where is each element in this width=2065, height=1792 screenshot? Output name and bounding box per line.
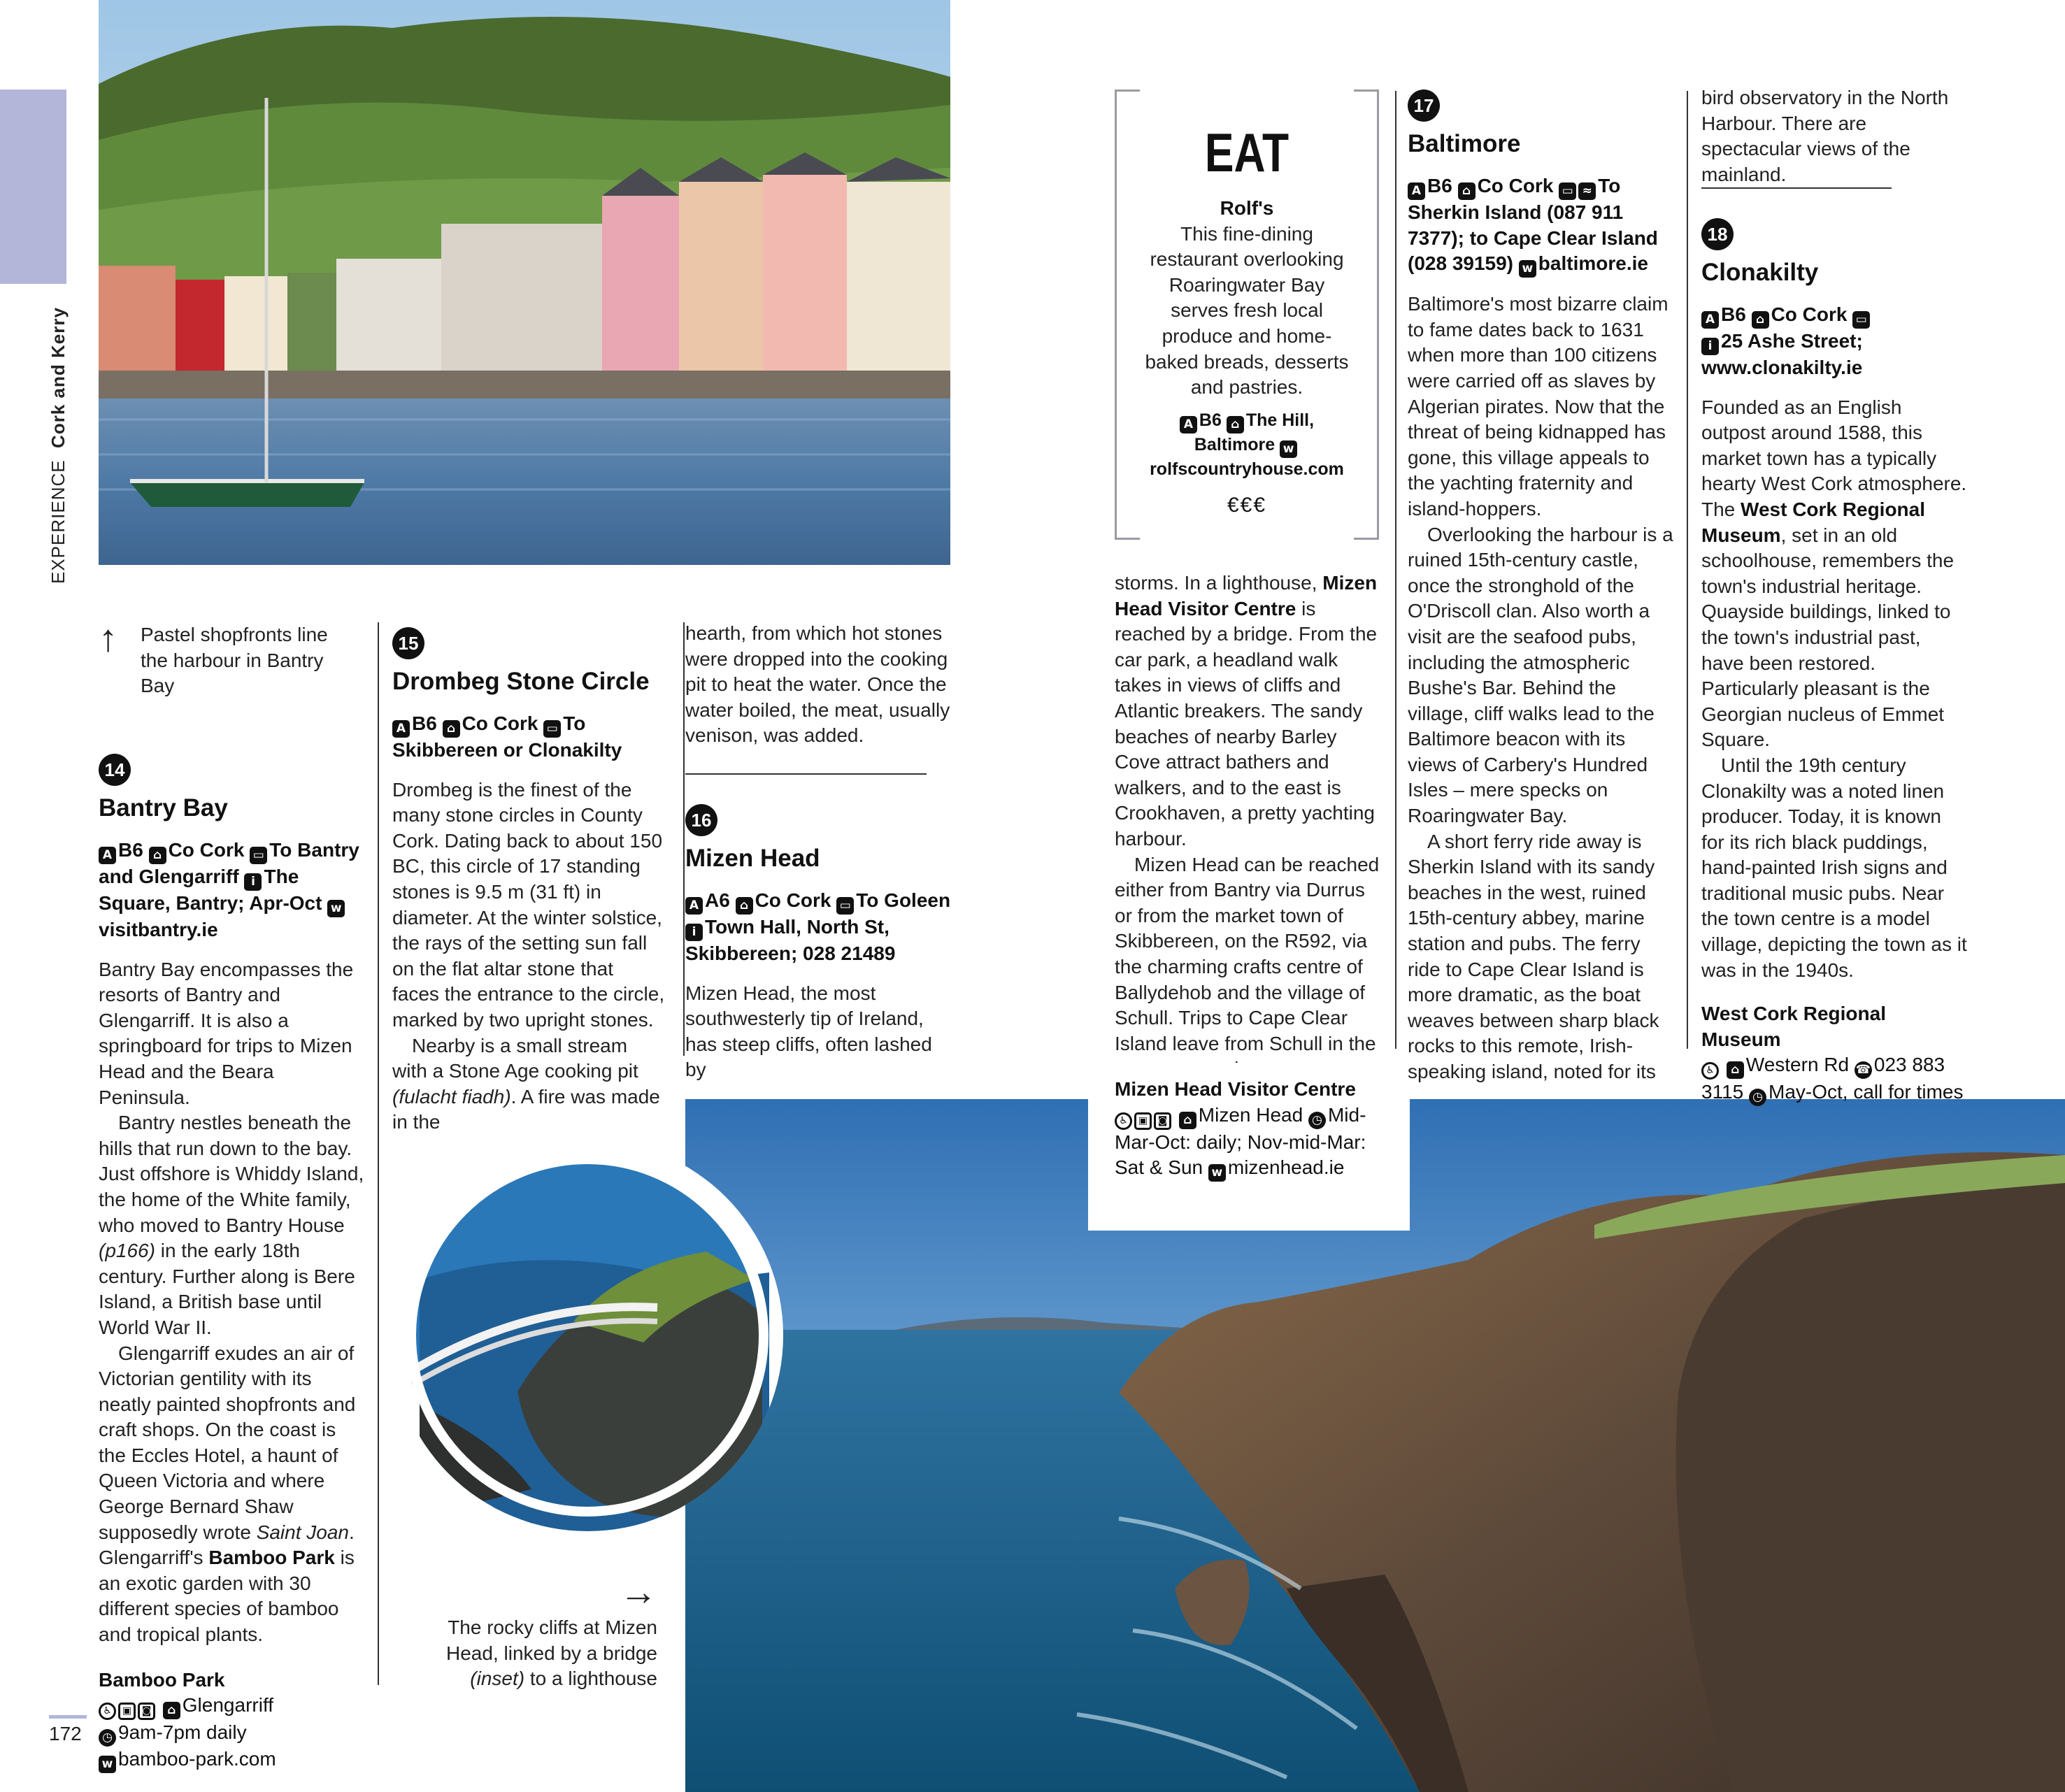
- section-bantry-bay: [99, 754, 364, 1773]
- clock-icon: ◷: [1308, 1112, 1326, 1129]
- practical-info: A A6 ⌂ Co Cork ▭ To Goleen i Town Hall, North St, Skibbereen; 028 21489: [685, 889, 951, 964]
- eat-heading: EAT: [1204, 122, 1289, 183]
- section-title: Baltimore: [1408, 130, 1521, 157]
- chapter-label: EXPERIENCE Cork and Kerry: [48, 307, 69, 584]
- map-icon: A: [1408, 182, 1425, 200]
- address-icon: ⌂: [1227, 416, 1244, 433]
- phone-icon: ☎: [1855, 1061, 1872, 1079]
- section-drombeg-stone-circle: [392, 627, 665, 1135]
- web-icon: w: [1208, 1164, 1226, 1182]
- cliffs-caption: → The rocky cliffs at Mizen Head, linked by a bridge (inset) to a lighthouse: [420, 1575, 657, 1692]
- address-icon: ⌂: [443, 720, 460, 738]
- sub-title: West Cork Regional Museum: [1701, 1003, 1886, 1050]
- eat-box: [1115, 89, 1379, 540]
- address-icon: ⌂: [149, 847, 166, 864]
- cafe-icon: ◙: [1154, 1112, 1171, 1130]
- bridge-inset-photo: [392, 1140, 783, 1531]
- info-icon: i: [685, 924, 703, 941]
- arrow-up-icon: ↑: [99, 617, 117, 659]
- bamboo-park-info: Bamboo Park ♿ ▣ ◙ ⌂ Glengarriff ◷ 9am-7pm daily w bamboo-park.com: [99, 1668, 364, 1774]
- eat-content: [1140, 124, 1354, 517]
- mizen-head-continued: storms. In a lighthouse, Mizen Head Visitor Centre is reached by a bridge. From the car park, a headland walk takes in views of cliffs and Atlantic breakers. The sandy beaches of nearby Barley Cove attract bathers and walkers, and to the east is Crookhaven, a pretty yachting harbour. Mizen Head can be reached either from Bantry via Durrus or from the market town of Skibbereen, on the R592, via the charming crafts centre of Ballydehob and the village of Schull. Trips to Cape Clear Island leave from Schull in the: [1115, 572, 1380, 1054]
- section-title: Mizen Head: [685, 845, 820, 872]
- address-icon: ⌂: [1458, 182, 1475, 200]
- column-divider: [1687, 91, 1688, 1049]
- clock-icon: ◷: [99, 1729, 116, 1747]
- section-clonakilty: [1701, 218, 1967, 1106]
- section-mizen-head: [685, 804, 952, 1083]
- bracket-right: [1354, 89, 1379, 540]
- section-body: Baltimore's most bizarre claim to fame dates back to 1631 when more than 100 citizens were carried off as slaves by Algerian pirates. Now that the threat of being kidnapped has gone, this village appeals to the yachting fraternity and island-hoppers. Overlooking the harbour is a ruined 15th-century castle, once the stronghold of the O'Driscoll clan. Also worth a visit are the seafood pubs, including the atmospheric Bushe's Bar. Behind the village, cliff walks lead to the Baltimore beacon with its views of Carbery's Hundred Isles – mere specks on Roaringwater Bay. A short ferry ride away is Sherkin Island with its sandy beaches in the west, ruined 15th-century abbey, marine station and pubs. The ferry ride to Cape Clear Island is more dramatic, as the boat weaves between sharp black rocks to this remote, Irish-speaking island, noted for its: [1408, 293, 1673, 1082]
- shop-icon: ▣: [118, 1703, 136, 1720]
- info-icon: i: [244, 873, 262, 891]
- wheelchair-icon: ♿: [1701, 1062, 1719, 1080]
- section-number: 17: [1408, 89, 1440, 122]
- restaurant-name: Rolf's: [1220, 197, 1274, 219]
- section-body: Bantry Bay encompasses the resorts of Bantry and Glengarriff. It is also a springboard for trips to Mizen Head and the Beara Peninsula. Bantry nestles beneath the hills that run down to the bay. Just offshore is Whiddy Island, the home of the White family, who moved to Bantry House (p166) in the early 18th century. Further along is Bere Island, a British base until World War II. Glengarriff exudes an air of Victorian gentility with its neatly painted shopfronts and craft shops. On the coast is the Eccles Hotel, a haunt of Queen Victoria and where George Bernard Shaw supposedly wrote Saint Joan. Glengarriff's Bamboo Park is an exotic garden with 30 different species of bamboo and tropical plants.: [99, 958, 364, 1646]
- map-icon: A: [1180, 416, 1197, 433]
- bracket-left: [1115, 89, 1140, 540]
- address-icon: ⌂: [163, 1702, 180, 1719]
- section-title: Drombeg Stone Circle: [392, 668, 650, 695]
- address-icon: ⌂: [1727, 1061, 1744, 1079]
- section-baltimore: [1408, 89, 1673, 1085]
- bus-icon: ▭: [836, 897, 854, 915]
- chapter-tab: [0, 89, 66, 284]
- shop-icon: ▣: [1134, 1112, 1152, 1130]
- map-icon: A: [685, 897, 703, 915]
- bus-icon: ▭: [1559, 182, 1576, 200]
- section-title: Clonakilty: [1701, 259, 1819, 286]
- column-divider: [378, 622, 379, 1685]
- address-icon: ⌂: [736, 897, 753, 915]
- section-title: Bantry Bay: [99, 794, 228, 822]
- section-divider: [685, 773, 927, 775]
- map-icon: A: [99, 847, 116, 864]
- drombeg-continued: hearth, from which hot stones were dropped into the cooking pit to heat the water. Once the water boiled, the meat, usually venison, was added.: [685, 622, 950, 747]
- map-icon: A: [392, 720, 410, 738]
- clock-icon: ◷: [1749, 1089, 1766, 1106]
- practical-info: A B6 ⌂ Co Cork ▭ ≈ To Sherkin Island (087 911 7377); to Cape Clear Island (028 39159) w baltimore.ie: [1408, 173, 1673, 278]
- section-number: 16: [685, 804, 717, 836]
- mizen-visitor-centre-box: [1088, 1063, 1410, 1231]
- wheelchair-icon: ♿: [1115, 1112, 1132, 1130]
- section-body: Founded as an English outpost around 1588, this market town has a typically hearty West Cork atmosphere. The West Cork Regional Museum, set in an old schoolhouse, remembers the town's industrial heritage. Quayside buildings, linked to the town's industrial past, have been restored. Particularly pleasant is the Georgian nucleus of Emmet Square. Until the 19th century Clonakilty was a noted linen producer. Today, it is known for its rich black puddings, hand-painted Irish signs and traditional music pubs. Near the town centre is a model village, depicting the town as it was in the 1940s.: [1701, 396, 1967, 981]
- caption-text: Pastel shopfronts line the harbour in Bantry Bay: [141, 624, 328, 697]
- section-body: Drombeg is the finest of the many stone circles in County Cork. Dating back to about 150 BC, this circle of 17 standing stones is 9.5 m (31 ft) in diameter. At the winter solstice, the rays of the setting sun fall on the flat altar stone that faces the entrance to the circle, marked by two upright stones. Nearby is a small stream with a Stone Age cooking pit (fulacht fiadh). A fire was made in the: [392, 778, 665, 1133]
- bus-icon: ▭: [250, 847, 267, 864]
- section-body: Mizen Head, the most southwesterly tip of Ireland, has steep cliffs, often lashed by: [685, 982, 932, 1081]
- map-icon: A: [1701, 311, 1719, 329]
- section-number: 18: [1701, 218, 1734, 250]
- address-icon: ⌂: [1752, 311, 1769, 329]
- bus-icon: ▭: [1852, 311, 1870, 329]
- web-icon: w: [327, 900, 345, 917]
- practical-info: A B6 ⌂ Co Cork ▭ To Skibbereen or Clonakilty: [392, 712, 622, 761]
- web-icon: w: [99, 1756, 116, 1773]
- sub-title: Bamboo Park: [99, 1668, 225, 1691]
- web-icon: w: [1280, 440, 1297, 458]
- restaurant-description: This fine-dining restaurant overlooking Roaringwater Bay serves fresh local produce and home-baked breads, desserts and pastries.: [1145, 222, 1349, 399]
- practical-info: A B6 ⌂ Co Cork ▭ i 25 Ashe Street; www.clonakilty.ie: [1701, 302, 1967, 381]
- wheelchair-icon: ♿: [99, 1703, 116, 1720]
- page-number-bar: [49, 1715, 87, 1719]
- sub-title: Mizen Head Visitor Centre: [1115, 1078, 1356, 1100]
- practical-info: A B6 ⌂ Co Cork ▭ To Bantry and Glengarriff i The Square, Bantry; Apr-Oct wvisitbantry.ie: [99, 839, 359, 940]
- arrow-right-icon: →: [620, 1571, 657, 1613]
- cafe-icon: ◙: [138, 1703, 155, 1720]
- column-divider: [1395, 91, 1396, 1049]
- bantry-harbour-photo: [99, 0, 950, 565]
- web-icon: w: [1519, 260, 1536, 278]
- restaurant-info: A B6 ⌂ The Hill, Baltimore wrolfscountryhouse.com: [1150, 410, 1344, 479]
- museum-info: West Cork Regional Museum ♿ ⌂ Western Rd ☎ 023 883 3115 ◷ May-Oct, call for times: [1701, 1001, 1967, 1106]
- column-divider: [683, 622, 685, 1056]
- address-icon: ⌂: [1179, 1112, 1196, 1129]
- visitor-centre-info: Mizen Head Visitor Centre ♿ ▣ ◙ ⌂ Mizen Head ◷ Mid-Mar-Oct: daily; Nov-mid-Mar: Sat & Sun w mizenhead.ie: [1115, 1077, 1394, 1182]
- bus-icon: ▭: [543, 720, 561, 738]
- section-number: 14: [99, 754, 131, 786]
- section-divider: [1701, 187, 1892, 189]
- info-icon: i: [1701, 338, 1719, 355]
- page-number: 172: [49, 1723, 82, 1744]
- price-range: €€€: [1227, 493, 1267, 517]
- baltimore-continued: bird observatory in the North Harbour. There are spectacular views of the mainland.: [1701, 87, 1949, 185]
- ferry-icon: ≈: [1578, 182, 1596, 200]
- section-number: 15: [392, 627, 424, 659]
